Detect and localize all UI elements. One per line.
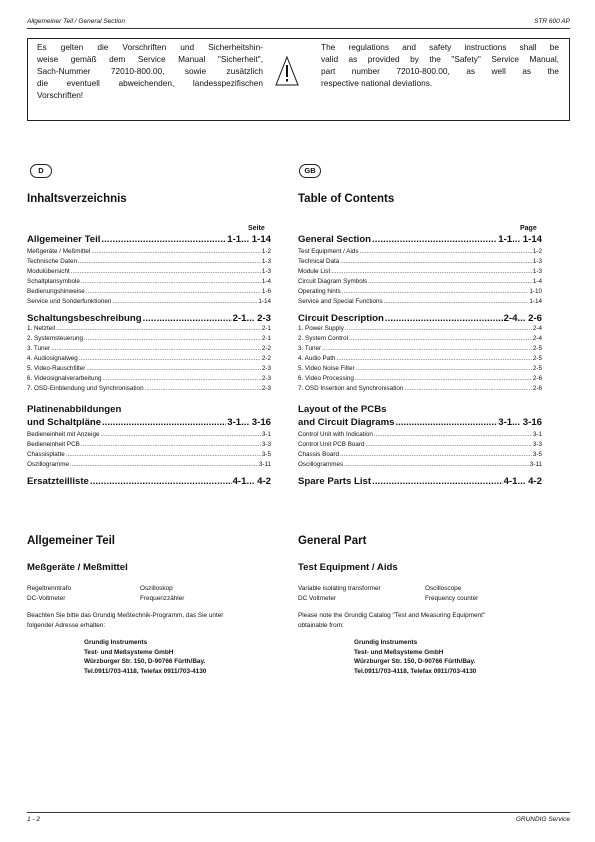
- toc-item[interactable]: Schaltplansymbole ..... 1-4: [27, 277, 271, 287]
- section-title: and Circuit Diagrams: [298, 417, 395, 428]
- toc-item[interactable]: Service und Sonderfunktionen ..... 1-14: [27, 297, 271, 307]
- section-pages: 1-1... 1-14: [227, 234, 271, 245]
- section-title: und Schaltpläne: [27, 417, 102, 428]
- toc-item[interactable]: 7. OSD Insertion and Synchronisation ..... 2-6: [298, 384, 542, 394]
- toc-item[interactable]: Circuit Diagram Symbols ..... 1-4: [298, 277, 542, 287]
- notice-en-line: respective national deviations.: [321, 77, 433, 88]
- section-pages: 2-1... 2-3: [232, 313, 271, 324]
- section-title: General Section: [298, 234, 372, 245]
- part-title-de: Allgemeiner Teil: [27, 535, 115, 547]
- toc-list-de-2: [27, 324, 271, 394]
- toc-section-de-4[interactable]: [27, 476, 271, 487]
- toc-item[interactable]: Control Unit with Indication ..... 3-1: [298, 430, 542, 440]
- section-title: Layout of the PCBs: [298, 404, 387, 415]
- toc-item[interactable]: Bedieneinheit PCB ..... 3-3: [27, 440, 271, 450]
- header-left: Allgemeiner Teil / General Section: [27, 18, 126, 25]
- note-line: obtainable from:: [298, 621, 344, 629]
- toc-item[interactable]: Modulübersicht ..... 1-3: [27, 267, 271, 277]
- section-title: Schaltungsbeschreibung: [27, 313, 142, 324]
- address-line: Test- und Meßsysteme GmbH: [84, 648, 174, 656]
- section-pages: 4-1... 4-2: [503, 476, 542, 487]
- address-de: [84, 638, 206, 676]
- toc-section-en-1[interactable]: [298, 234, 542, 245]
- language-badge-gb: GB: [299, 164, 321, 178]
- toc-item[interactable]: Technische Daten ..... 1-3: [27, 257, 271, 267]
- toc-item[interactable]: Chassisplatte ..... 3-5: [27, 450, 271, 460]
- notice-en-line: part number 72010-800.00, as well as the: [321, 65, 559, 76]
- address-line: Test- und Meßsysteme GmbH: [354, 648, 444, 656]
- section-title: Spare Parts List: [298, 476, 372, 487]
- notice-en-line: valid as provided by the "Safety" Service Manual,: [321, 53, 559, 64]
- page-label-de: Seite: [248, 225, 265, 232]
- toc-item[interactable]: Bedienungshinweise ..... 1-6: [27, 287, 271, 297]
- equip-item: Regeltrenntrafo: [27, 585, 72, 592]
- toc-item[interactable]: 7. OSD-Einblendung und Synchronisation ..... 2-3: [27, 384, 271, 394]
- notice-de-line: die eventuell abweichenden, landesspezifischen: [37, 77, 263, 88]
- equip-col1-de: [27, 584, 71, 603]
- toc-section-de-3[interactable]: [27, 403, 271, 429]
- part-title-en: General Part: [298, 535, 367, 547]
- toc-section-de-2[interactable]: [27, 313, 271, 324]
- address-line: Tel.0911/703-4118, Telefax 0911/703-4130: [354, 667, 477, 675]
- equip-item: Frequency counter: [425, 594, 479, 602]
- notice-en-line: The regulations and safety instructions shall be: [321, 42, 559, 52]
- address-line: Grundig Instruments: [354, 639, 418, 646]
- toc-item[interactable]: 1. Power Supply ..... 2-4: [298, 324, 542, 334]
- page-label-en: Page: [520, 225, 537, 232]
- address-line: Grundig Instruments: [84, 639, 148, 646]
- notice-de-line: weise gemäß dem Service Manual "Sicherheit",: [37, 53, 263, 64]
- toc-item[interactable]: Oscillogrammes ..... 3-11: [298, 460, 542, 470]
- toc-item[interactable]: Control Unit PCB Board ..... 3-3: [298, 440, 542, 450]
- section-pages: 3-1... 3-16: [498, 417, 542, 428]
- toc-title-en: Table of Contents: [298, 193, 395, 205]
- toc-item[interactable]: Test Equipment / Aids ..... 1-2: [298, 247, 542, 257]
- toc-item[interactable]: Oszillogramme ..... 3-11: [27, 460, 271, 470]
- section-title: Platinenabbildungen: [27, 404, 122, 415]
- toc-section-de-1[interactable]: [27, 234, 271, 245]
- toc-section-en-3[interactable]: [298, 403, 542, 429]
- equip-col2-en: [425, 584, 478, 603]
- toc-item[interactable]: 2. Systemsteuerung ..... 2-1: [27, 334, 271, 344]
- address-en: [354, 638, 476, 676]
- equip-title-de: Meßgeräte / Meßmittel: [27, 562, 128, 573]
- note-line: Please note the Grundig Catalog "Test and Measuring Equipment": [298, 612, 486, 619]
- equip-item: DC-Voltmeter: [27, 594, 66, 602]
- note-en: [298, 611, 485, 630]
- toc-title-de: Inhaltsverzeichnis: [27, 193, 127, 205]
- equip-item: Oscilloscope: [425, 585, 462, 592]
- toc-section-en-2[interactable]: [298, 313, 542, 324]
- toc-list-en-3: [298, 430, 542, 470]
- toc-item[interactable]: 3. Tuner ..... 2-5: [298, 344, 542, 354]
- toc-item[interactable]: Module List ..... 1-3: [298, 267, 542, 277]
- toc-item[interactable]: Meßgeräte / Meßmittel ..... 1-2: [27, 247, 271, 257]
- toc-item[interactable]: 3. Tuner ..... 2-2: [27, 344, 271, 354]
- toc-item[interactable]: 2. System Control ..... 2-4: [298, 334, 542, 344]
- toc-item[interactable]: 4. Audiosignalweg ..... 2-2: [27, 354, 271, 364]
- address-line: Tel.0911/703-4118, Telefax 0911/703-4130: [84, 667, 207, 675]
- toc-list-en-1: [298, 247, 542, 307]
- equip-item: Variable isolating transformer: [298, 585, 381, 592]
- language-badge-de: D: [30, 164, 52, 178]
- toc-list-en-2: [298, 324, 542, 394]
- toc-item[interactable]: 5. Video Noise Filter ..... 2-5: [298, 364, 542, 374]
- header-right: STR 600 AP: [534, 18, 570, 25]
- toc-item[interactable]: Service and Special Functions ..... 1-14: [298, 297, 542, 307]
- toc-list-de-3: [27, 430, 271, 470]
- toc-item[interactable]: 1. Netzteil ..... 2-1: [27, 324, 271, 334]
- warning-triangle-icon: [275, 56, 299, 86]
- section-title: Allgemeiner Teil: [27, 234, 101, 245]
- toc-item[interactable]: Operating hints ..... 1-10: [298, 287, 542, 297]
- section-pages: 4-1... 4-2: [232, 476, 271, 487]
- footer-left: 1 - 2: [27, 816, 41, 823]
- notice-de-line: Vorschriften!: [37, 89, 84, 100]
- header-rule: [27, 28, 570, 29]
- section-pages: 1-1... 1-14: [498, 234, 542, 245]
- equip-item: DC Voltmeter: [298, 594, 337, 602]
- note-line: Beachten Sie bitte das Grundig Meßtechnik-Programm, das Sie unter: [27, 612, 224, 619]
- footer-right: GRUNDIG Service: [515, 816, 570, 823]
- notice-de-line: Sach-Nummer 72010-800.00, sowie zusätzlich: [37, 65, 263, 76]
- toc-item[interactable]: 5. Video-Rauschfilter ..... 2-3: [27, 364, 271, 374]
- equip-col1-en: [298, 584, 381, 603]
- address-line: Würzburger Str. 150, D-90766 Fürth/Bay.: [354, 658, 476, 665]
- notice-en: [321, 42, 559, 90]
- toc-item[interactable]: Technical Data ..... 1-3: [298, 257, 542, 267]
- note-de: [27, 611, 223, 630]
- section-title: Circuit Description: [298, 313, 384, 324]
- note-line: folgender Adresse erhalten:: [27, 621, 106, 629]
- toc-item[interactable]: Chassis Board ..... 3-5: [298, 450, 542, 460]
- toc-list-de-1: [27, 247, 271, 307]
- toc-item[interactable]: 4. Audio Path ..... 2-5: [298, 354, 542, 364]
- equip-col2-de: [140, 584, 184, 603]
- notice-de: [37, 42, 263, 102]
- toc-item[interactable]: 6. Videosignalverarbeitung ..... 2-3: [27, 374, 271, 384]
- section-pages: 3-1... 3-16: [227, 417, 271, 428]
- toc-item[interactable]: Bedieneinheit mit Anzeige ..... 3-1: [27, 430, 271, 440]
- address-line: Würzburger Str. 150, D-90766 Fürth/Bay.: [84, 658, 206, 665]
- section-pages: 2-4... 2-6: [503, 313, 542, 324]
- equip-title-en: Test Equipment / Aids: [298, 562, 398, 573]
- equip-item: Frequenzzähler: [140, 594, 185, 602]
- notice-de-line: Es gelten die Vorschriften und Sicherheitshin-: [37, 42, 263, 52]
- footer-rule: [27, 812, 570, 813]
- equip-item: Oszilloskop: [140, 585, 173, 592]
- toc-item[interactable]: 6. Video Processing ..... 2-6: [298, 374, 542, 384]
- toc-section-en-4[interactable]: [298, 476, 542, 487]
- section-title: Ersatzteilliste: [27, 476, 89, 487]
